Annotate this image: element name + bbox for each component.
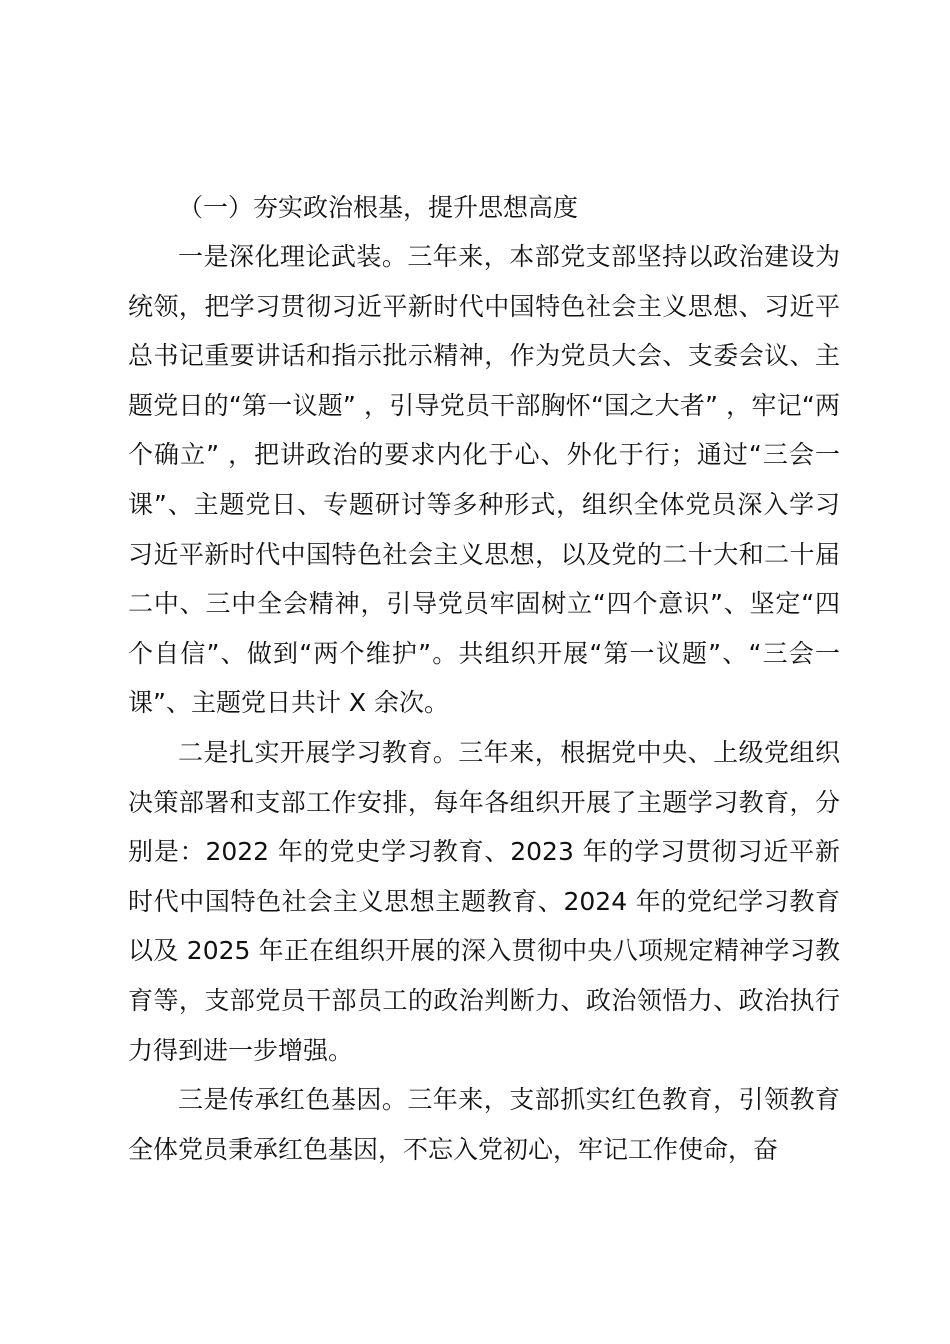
paragraph-theory-arming: 一是深化理论武装。三年来，本部党支部坚持以政治建设为统领，把学习贯彻习近平新时代中国特色社会主义思想、习近平总书记重要讲话和指示批示精神，作为党员大会、支委会议、主题党日的“第一议题” ，引导党员干部胸怀“国之大者” ，牢记“两个确立” ，把讲政治的要求内化于心、外化于行；通过“三会一课”、主题党日、专题研讨等多种形式，组织全体党员深入学习习近平新时代中国特色社会主义思想，以及党的二十大和二十届二中、三中全会精神，引导党员牢固树立“四个意识”、坚定“四个自信”、做到“两个维护”。共组织开展“第一议题”、“三会一课”、主题党日共计 X 余次。 [128, 242, 840, 718]
section-heading: （一）夯实政治根基，提升思想高度 [178, 193, 579, 222]
paragraph-red-gene: 三是传承红色基因。三年来，支部抓实红色教育，引领教育全体党员秉承红色基因，不忘入党初心，牢记工作使命，奋 [128, 1085, 840, 1164]
paragraph-study-education: 二是扎实开展学习教育。三年来，根据党中央、上级党组织决策部署和支部工作安排，每年各组织开展了主题学习教育，分别是：2022 年的党史学习教育、2023 年的学习贯彻习近平新时代中国特色社会主义思想主题教育、2024 年的党纪学习教育以及 2025 年正在组织开展的深入贯彻中央八项规定精神学习教育等，支部党员干部员工的政治判断力、政治领悟力、政治执行力得到进一步增强。 [128, 737, 840, 1065]
document-body [128, 183, 840, 1174]
